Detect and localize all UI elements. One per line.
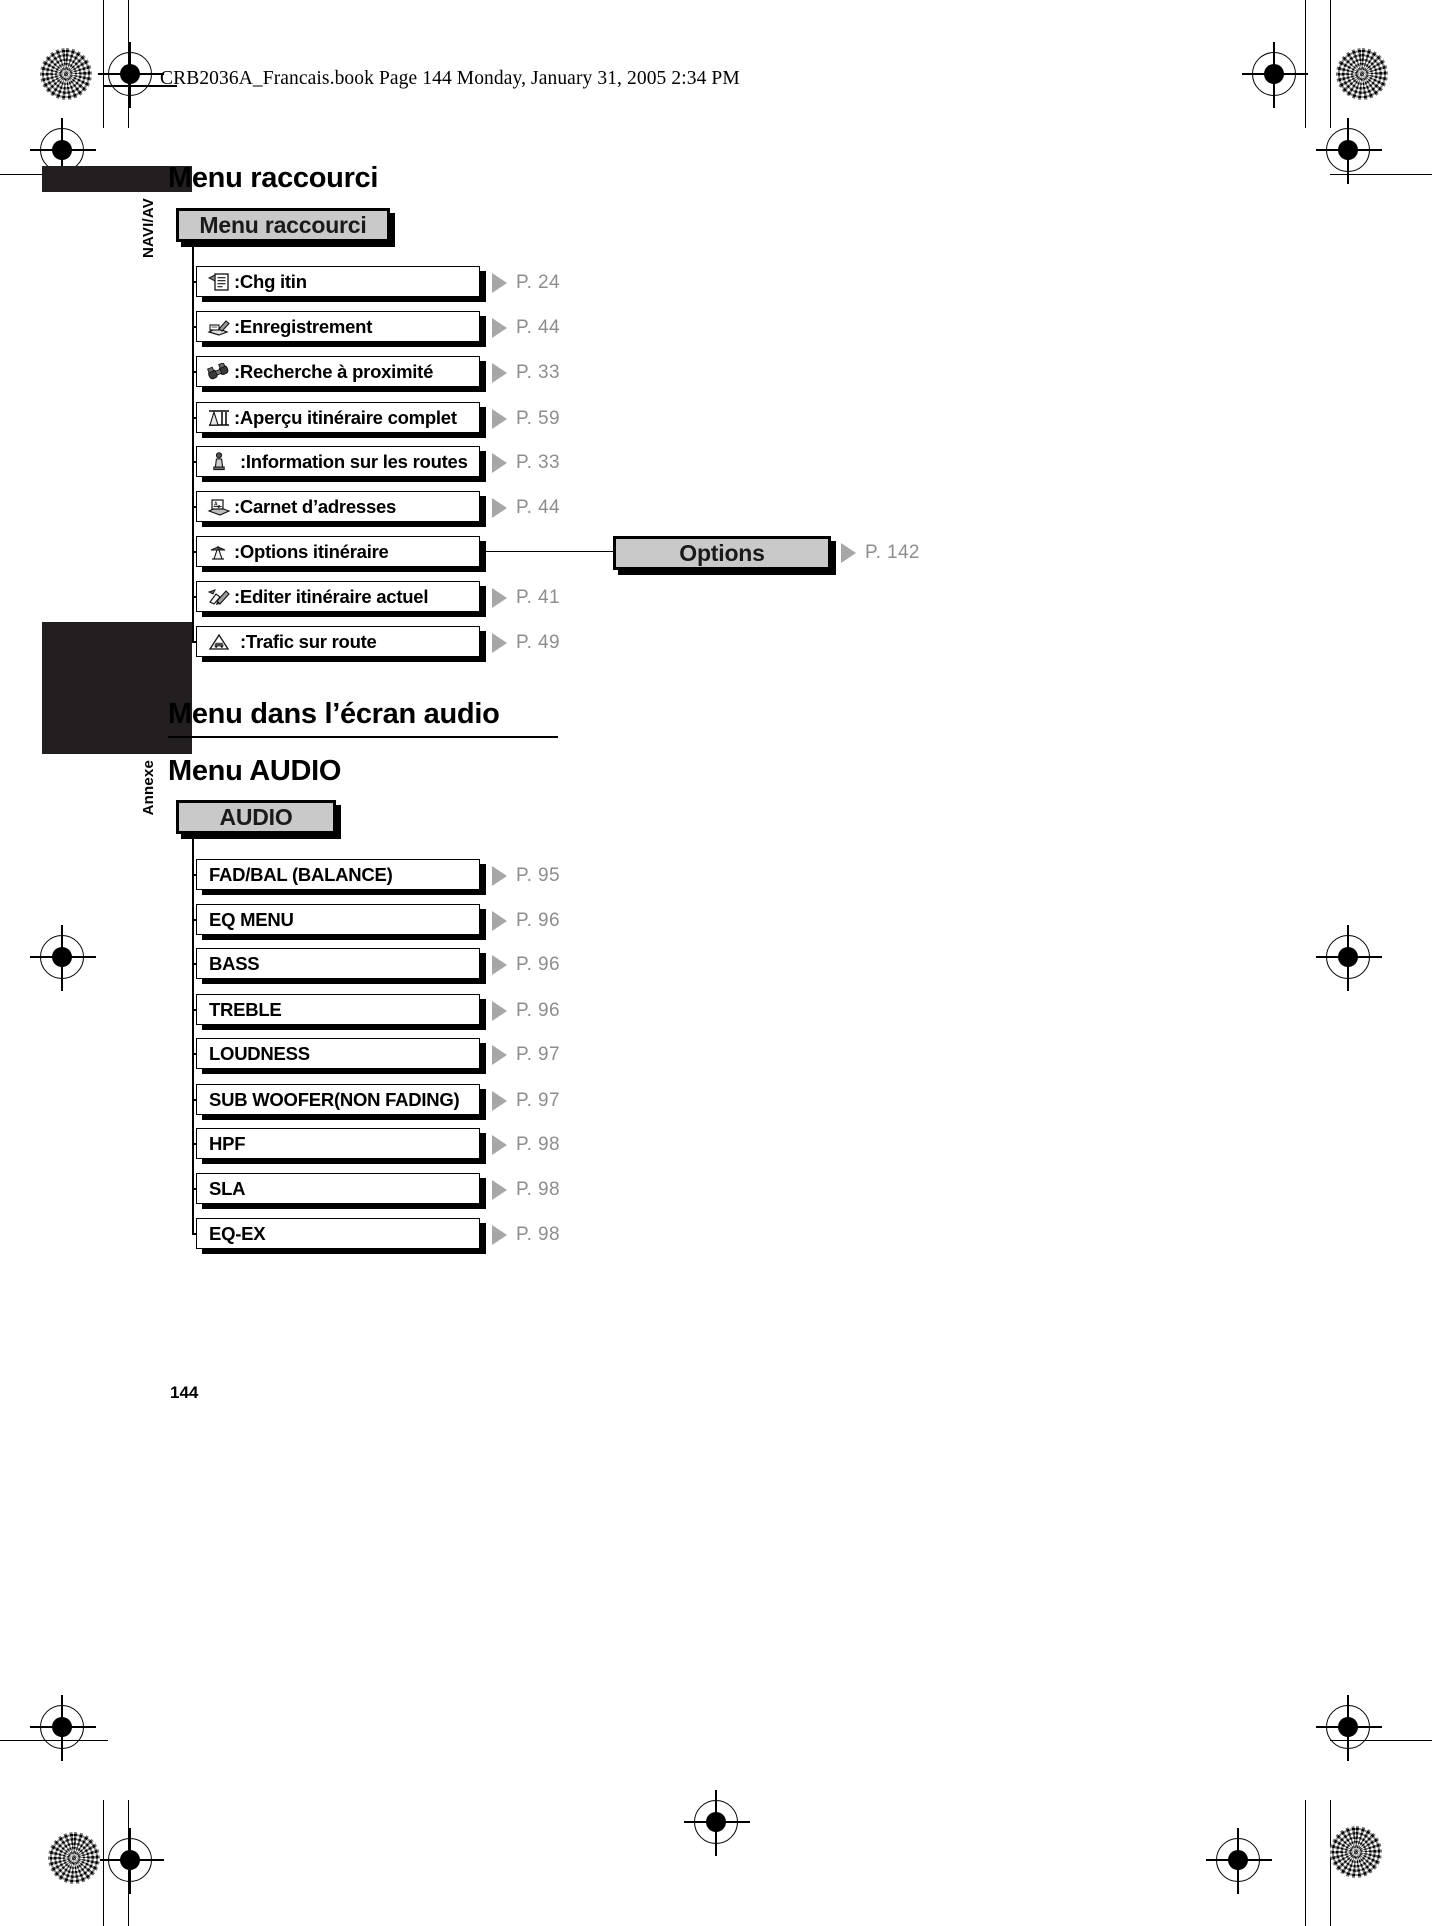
menu-row-label: :Recherche à proximité bbox=[234, 360, 434, 382]
section-subtitle-menu-audio: Menu AUDIO bbox=[168, 755, 342, 787]
page-ref-information-routes bbox=[492, 452, 560, 474]
menu-row-chg-itin[interactable] bbox=[196, 266, 480, 297]
triangle-icon bbox=[492, 1225, 507, 1245]
chip-menu-raccourci[interactable]: Menu raccourci bbox=[176, 208, 390, 242]
registration-mark-right-upper bbox=[1326, 128, 1370, 172]
traffic-icon bbox=[206, 632, 232, 652]
density-target-bottom-right bbox=[1330, 1826, 1382, 1878]
route-options-icon bbox=[206, 542, 232, 562]
menu-row-trafic-route[interactable] bbox=[196, 626, 480, 657]
page-ref-text: P. 142 bbox=[865, 542, 920, 563]
road-information-icon bbox=[206, 452, 232, 472]
menu-row-carnet-adresses[interactable] bbox=[196, 491, 480, 522]
registration-mark-left-lower bbox=[40, 935, 84, 979]
page-ref-apercu-itineraire bbox=[492, 408, 560, 430]
registration-mark-top-left bbox=[108, 52, 152, 96]
svg-text:z: z bbox=[217, 503, 221, 510]
page-ref-text: P. 97 bbox=[516, 1044, 560, 1065]
reg-crosshair-h bbox=[1206, 1859, 1272, 1860]
binoculars-icon bbox=[206, 363, 232, 381]
page-ref-text: P. 98 bbox=[516, 1134, 560, 1155]
page-ref-text: P. 96 bbox=[516, 1000, 560, 1021]
reg-crosshair-v bbox=[129, 1828, 130, 1894]
page-ref-fad-bal bbox=[492, 865, 560, 887]
chip-audio[interactable]: AUDIO bbox=[176, 800, 336, 834]
reg-crosshair-h bbox=[98, 1859, 164, 1860]
density-target-top-left bbox=[40, 48, 92, 100]
section-rule-audio bbox=[168, 736, 558, 738]
crop-mark-line-left bbox=[103, 0, 104, 128]
page-ref-sla bbox=[492, 1179, 560, 1201]
audio-row-label: SLA bbox=[209, 1177, 246, 1199]
density-target-bottom-left bbox=[48, 1832, 100, 1884]
page-ref-options bbox=[841, 542, 920, 564]
audio-row-label: SUB WOOFER(NON FADING) bbox=[209, 1088, 460, 1110]
page-ref-text: P. 98 bbox=[516, 1179, 560, 1200]
reg-crosshair-h bbox=[30, 149, 96, 150]
menu-row-label: :Editer itinéraire actuel bbox=[234, 585, 429, 607]
reg-crosshair-v bbox=[1237, 1828, 1238, 1894]
page-ref-loudness bbox=[492, 1044, 560, 1066]
edit-route-icon bbox=[206, 587, 232, 607]
page-ref-text: P. 41 bbox=[516, 587, 560, 608]
menu-row-label: :Chg itin bbox=[234, 270, 307, 292]
reg-crosshair-v bbox=[61, 1695, 62, 1761]
triangle-icon bbox=[492, 1135, 507, 1155]
registration-mark-bottom-left bbox=[108, 1838, 152, 1882]
triangle-icon bbox=[492, 911, 507, 931]
audio-row-loudness[interactable] bbox=[196, 1038, 480, 1069]
triangle-icon bbox=[492, 1091, 507, 1111]
audio-row-label: TREBLE bbox=[209, 998, 282, 1020]
audio-row-label: FAD/BAL (BALANCE) bbox=[209, 863, 393, 885]
page-ref-text: P. 96 bbox=[516, 954, 560, 975]
audio-row-fad-bal[interactable] bbox=[196, 859, 480, 890]
triangle-icon bbox=[492, 363, 507, 383]
reg-crosshair-h bbox=[98, 73, 164, 74]
reg-crosshair-v bbox=[61, 925, 62, 991]
reg-crosshair-v bbox=[1347, 1695, 1348, 1761]
page-ref-treble bbox=[492, 1000, 560, 1022]
crop-mark-line-bright bbox=[1305, 1800, 1306, 1926]
triangle-icon bbox=[492, 1045, 507, 1065]
density-target-top-right bbox=[1336, 48, 1388, 100]
menu-row-apercu-itineraire[interactable] bbox=[196, 402, 480, 433]
chip-options[interactable]: Options bbox=[613, 536, 831, 570]
route-overview-icon bbox=[206, 408, 232, 428]
registration-mark-right-bottom bbox=[1326, 1705, 1370, 1749]
route-change-icon bbox=[206, 272, 232, 292]
page-ref-carnet-adresses bbox=[492, 497, 560, 519]
book-header-text: CRB2036A_Francais.book Page 144 Monday, January 31, 2005 2:34 PM bbox=[160, 68, 740, 89]
page-ref-text: P. 33 bbox=[516, 452, 560, 473]
page-ref-text: P. 95 bbox=[516, 865, 560, 886]
audio-row-sla[interactable] bbox=[196, 1173, 480, 1204]
menu-row-options-itineraire[interactable] bbox=[196, 536, 480, 567]
reg-crosshair-h bbox=[1316, 956, 1382, 957]
audio-row-label: EQ-EX bbox=[209, 1222, 266, 1244]
menu-row-recherche-proximite[interactable] bbox=[196, 356, 480, 387]
menu-row-label: :Carnet d’adresses bbox=[234, 495, 397, 517]
reg-crosshair-h bbox=[30, 1726, 96, 1727]
section-title-menu-audio-screen: Menu dans l’écran audio bbox=[168, 698, 500, 730]
triangle-icon bbox=[492, 588, 507, 608]
reg-crosshair-v bbox=[1347, 925, 1348, 991]
side-tab-label-navi: NAVI/AV bbox=[140, 198, 157, 259]
address-book-icon bbox=[206, 497, 232, 517]
page-ref-trafic-route bbox=[492, 632, 560, 654]
triangle-icon bbox=[492, 1001, 507, 1021]
triangle-icon bbox=[492, 409, 507, 429]
page-ref-eq-ex bbox=[492, 1224, 560, 1246]
page-ref-text: P. 98 bbox=[516, 1224, 560, 1245]
crop-mark-line-bleft bbox=[103, 1800, 104, 1926]
tree-spine-section2 bbox=[192, 834, 194, 1234]
registration-mark-bottom-center bbox=[694, 1800, 738, 1844]
side-tab-label-annexe: Annexe bbox=[140, 760, 157, 816]
reg-crosshair-h bbox=[684, 1821, 750, 1822]
page-ref-text: P. 44 bbox=[516, 497, 560, 518]
triangle-icon bbox=[492, 1180, 507, 1200]
page-ref-eq-menu bbox=[492, 910, 560, 932]
crop-mark-line-right bbox=[1305, 0, 1306, 128]
registration-mark-right-lower bbox=[1326, 935, 1370, 979]
audio-row-bass[interactable] bbox=[196, 948, 480, 979]
page-ref-enregistrement bbox=[492, 317, 560, 339]
triangle-icon bbox=[492, 453, 507, 473]
page-ref-hpf bbox=[492, 1134, 560, 1156]
menu-row-enregistrement[interactable] bbox=[196, 311, 480, 342]
audio-row-sub-woofer[interactable] bbox=[196, 1084, 480, 1115]
triangle-icon bbox=[492, 633, 507, 653]
registration-mark-bottom-right bbox=[1216, 1838, 1260, 1882]
page-ref-text: P. 59 bbox=[516, 408, 560, 429]
audio-row-hpf[interactable] bbox=[196, 1128, 480, 1159]
registration-mark-left-bottom bbox=[40, 1705, 84, 1749]
reg-crosshair-v bbox=[129, 42, 130, 108]
menu-row-editer-itineraire[interactable] bbox=[196, 581, 480, 612]
page-ref-text: P. 96 bbox=[516, 910, 560, 931]
reg-crosshair-v bbox=[1273, 42, 1274, 108]
menu-row-label: :Enregistrement bbox=[234, 315, 373, 337]
triangle-icon bbox=[492, 955, 507, 975]
menu-row-label: :Trafic sur route bbox=[240, 630, 377, 652]
page-ref-text: P. 33 bbox=[516, 362, 560, 383]
crop-mark-line-right2 bbox=[1330, 0, 1331, 128]
branch-link-options bbox=[480, 551, 613, 552]
page-ref-recherche-proximite bbox=[492, 362, 560, 384]
page-number: 144 bbox=[170, 1383, 199, 1402]
crop-mark-line-top-r bbox=[1330, 174, 1432, 175]
section-title-menu-raccourci: Menu raccourci bbox=[168, 162, 379, 194]
reg-crosshair-v bbox=[1347, 118, 1348, 184]
triangle-icon bbox=[492, 498, 507, 518]
menu-row-label: :Aperçu itinéraire complet bbox=[234, 406, 457, 428]
page-ref-text: P. 49 bbox=[516, 632, 560, 653]
triangle-icon bbox=[492, 273, 507, 293]
page-ref-text: P. 44 bbox=[516, 317, 560, 338]
menu-row-label: :Information sur les routes bbox=[240, 450, 468, 472]
crop-mark-line-bright2 bbox=[1330, 1800, 1331, 1926]
register-icon bbox=[206, 317, 232, 337]
page-ref-chg-itin bbox=[492, 272, 560, 294]
page-ref-bass bbox=[492, 954, 560, 976]
reg-crosshair-h bbox=[30, 956, 96, 957]
audio-row-eq-menu[interactable] bbox=[196, 904, 480, 935]
page-ref-text: P. 97 bbox=[516, 1090, 560, 1111]
page-ref-editer-itineraire bbox=[492, 587, 560, 609]
audio-row-label: BASS bbox=[209, 952, 260, 974]
triangle-icon bbox=[841, 543, 856, 563]
audio-row-treble[interactable] bbox=[196, 994, 480, 1025]
svg-text:A: A bbox=[214, 500, 218, 507]
audio-row-label: HPF bbox=[209, 1132, 246, 1154]
tree-spine-section1 bbox=[192, 242, 194, 642]
triangle-icon bbox=[492, 866, 507, 886]
reg-crosshair-h bbox=[1316, 1726, 1382, 1727]
menu-row-information-routes[interactable] bbox=[196, 446, 480, 477]
reg-crosshair-h bbox=[1242, 73, 1308, 74]
reg-crosshair-h bbox=[1316, 149, 1382, 150]
page-ref-text: P. 24 bbox=[516, 272, 560, 293]
menu-row-label: :Options itinéraire bbox=[234, 540, 389, 562]
reg-crosshair-v bbox=[715, 1790, 716, 1856]
registration-mark-top-right bbox=[1252, 52, 1296, 96]
side-tab-block-annexe bbox=[42, 622, 192, 754]
audio-row-eq-ex[interactable] bbox=[196, 1218, 480, 1249]
audio-row-label: LOUDNESS bbox=[209, 1042, 310, 1064]
audio-row-label: EQ MENU bbox=[209, 908, 294, 930]
triangle-icon bbox=[492, 318, 507, 338]
page-ref-sub-woofer bbox=[492, 1090, 560, 1112]
